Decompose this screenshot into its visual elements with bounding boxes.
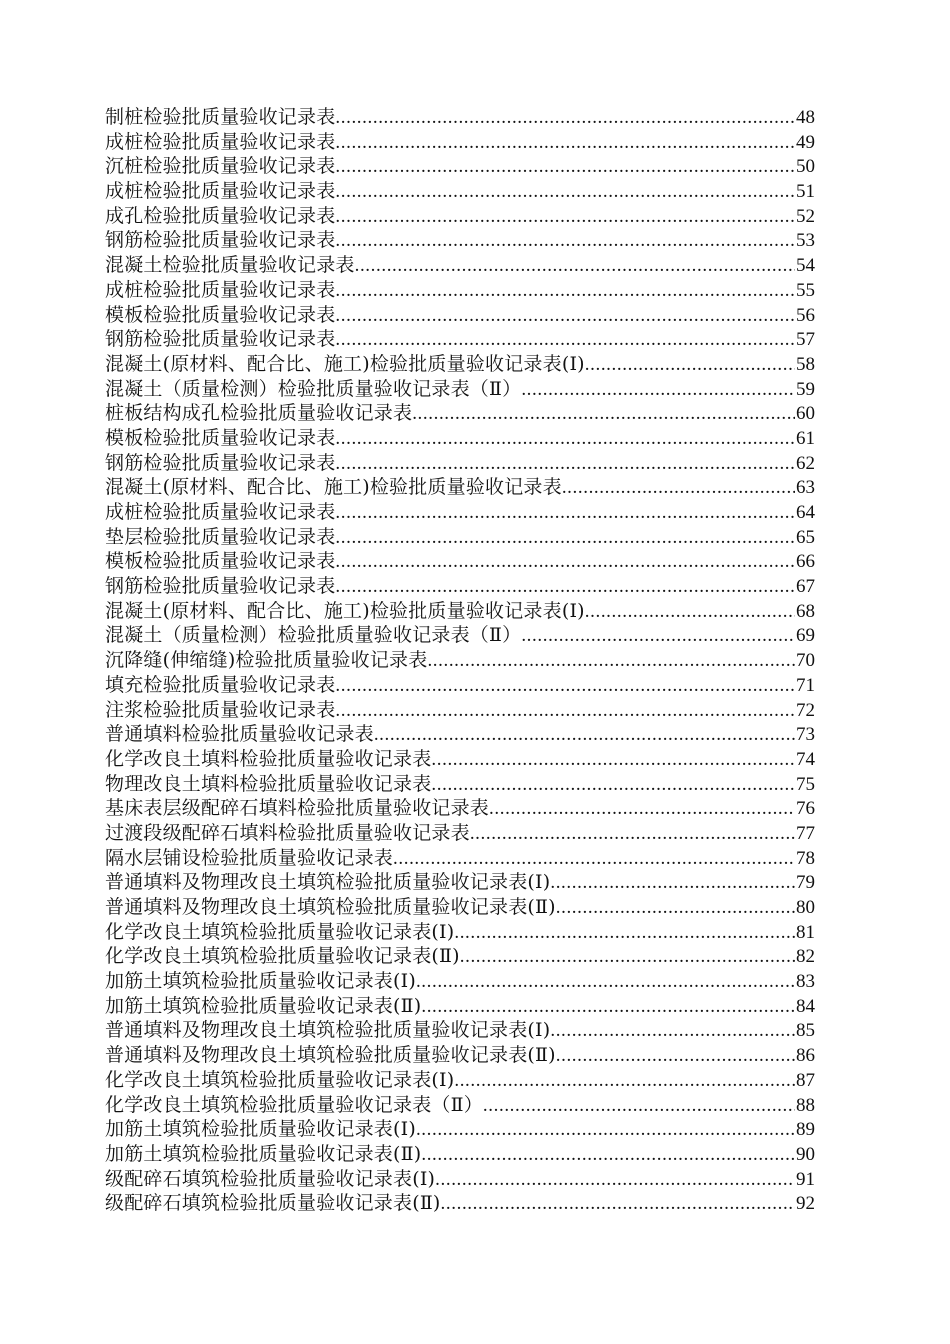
toc-entry-page-number[interactable]: 89: [796, 1119, 815, 1141]
toc-entry[interactable]: [105, 969, 815, 994]
toc-entry-title[interactable]: 加筋土填筑检验批质量验收记录表(Ⅱ): [105, 1142, 422, 1165]
toc-entry[interactable]: [105, 920, 815, 945]
toc-entry-title[interactable]: 普通填料及物理改良土填筑检验批质量验收记录表(Ⅱ): [105, 1044, 556, 1067]
toc-entry-title[interactable]: 隔水层铺设检验批质量验收记录表: [105, 846, 394, 869]
toc-entry[interactable]: [105, 722, 815, 747]
toc-dot-leader: [335, 106, 795, 131]
toc-entry-page-number[interactable]: 56: [796, 304, 815, 326]
toc-entry[interactable]: [105, 228, 815, 253]
toc-entry-title[interactable]: 垫层检验批质量验收记录表: [105, 525, 336, 548]
toc-entry-title[interactable]: 成桩检验批质量验收记录表: [105, 501, 336, 523]
toc-entry-page-number[interactable]: 50: [796, 156, 815, 178]
toc-entry-page-number[interactable]: 73: [796, 724, 815, 746]
toc-entry-page-number[interactable]: 66: [796, 551, 815, 573]
toc-dot-leader: [335, 427, 795, 452]
toc-entry-page-number[interactable]: 55: [796, 279, 815, 301]
toc-entry-page-number[interactable]: 88: [796, 1094, 815, 1116]
toc-entry[interactable]: [105, 130, 815, 155]
toc-entry-page-number[interactable]: 68: [796, 600, 815, 622]
toc-entry-page-number[interactable]: 78: [796, 847, 815, 869]
toc-entry[interactable]: [105, 179, 815, 204]
toc-entry-title[interactable]: 模板检验批质量验收记录表: [105, 426, 336, 449]
toc-entry-title[interactable]: 普通填料及物理改良土填筑检验批质量验收记录表(Ⅱ): [105, 896, 556, 918]
toc-entry-title[interactable]: 沉降缝(伸缩缝)检验批质量验收记录表: [105, 649, 428, 672]
toc-entry-page-number[interactable]: 49: [796, 131, 815, 153]
toc-entry-page-number[interactable]: 82: [796, 946, 815, 968]
toc-entry-page-number[interactable]: 92: [796, 1193, 815, 1215]
toc-entry-page-number[interactable]: 61: [796, 427, 815, 449]
toc-entry-title[interactable]: 普通填料及物理改良土填筑检验批质量验收记录表(Ⅰ): [105, 871, 551, 894]
toc-entry-page-number[interactable]: 51: [796, 181, 815, 203]
toc-dot-leader: [550, 1019, 795, 1044]
toc-entry-page-number[interactable]: 62: [796, 452, 815, 474]
toc-dot-leader: [470, 822, 795, 847]
toc-entry[interactable]: [105, 846, 815, 871]
toc-entry-title[interactable]: 混凝土检验批质量验收记录表: [105, 254, 355, 277]
toc-entry-title[interactable]: 混凝土（质量检测）检验批质量验收记录表（Ⅱ）: [105, 624, 522, 647]
toc-dot-leader: [460, 945, 795, 970]
toc-entry-page-number[interactable]: 58: [796, 353, 815, 375]
toc-entry-page-number[interactable]: 53: [796, 230, 815, 252]
toc-entry-title[interactable]: 沉桩检验批质量验收记录表: [105, 155, 336, 178]
toc-entry-title[interactable]: 化学改良土填料检验批质量验收记录表: [105, 747, 432, 770]
toc-entry[interactable]: [105, 500, 815, 525]
toc-entry-title[interactable]: 成孔检验批质量验收记录表: [105, 204, 336, 227]
toc-entry[interactable]: [105, 549, 815, 574]
toc-entry[interactable]: [105, 377, 815, 402]
toc-entry[interactable]: [105, 821, 815, 846]
toc-dot-leader: [556, 1044, 795, 1069]
toc-entry[interactable]: [105, 204, 815, 229]
toc-dot-leader: [521, 378, 795, 403]
toc-entry[interactable]: [105, 673, 815, 698]
toc-entry-title[interactable]: 加筋土填筑检验批质量验收记录表(Ⅰ): [105, 1118, 416, 1141]
toc-entry-page-number[interactable]: 60: [796, 403, 815, 425]
toc-entry-title[interactable]: 化学改良土填筑检验批质量验收记录表(Ⅰ): [105, 920, 455, 943]
toc-dot-leader: [335, 452, 795, 477]
toc-entry[interactable]: [105, 1093, 815, 1118]
toc-dot-leader: [335, 550, 795, 575]
toc-entry-title[interactable]: 混凝土(原材料、配合比、施工)检验批质量验收记录表(Ⅰ): [105, 599, 585, 622]
toc-entry[interactable]: [105, 599, 815, 624]
toc-entry-page-number[interactable]: 80: [796, 897, 815, 918]
toc-entry-page-number[interactable]: 75: [796, 773, 815, 795]
toc-entry[interactable]: [105, 154, 815, 179]
toc-entry[interactable]: [105, 698, 815, 723]
toc-dot-leader: [416, 970, 795, 995]
toc-entry-page-number[interactable]: 57: [796, 329, 815, 351]
toc-entry[interactable]: [105, 426, 815, 451]
toc-entry-page-number[interactable]: 48: [796, 107, 815, 128]
toc-entry[interactable]: [105, 772, 815, 797]
toc-entry[interactable]: [105, 648, 815, 673]
toc-entry[interactable]: [105, 327, 815, 352]
toc-entry[interactable]: [105, 451, 815, 476]
toc-entry[interactable]: [105, 525, 815, 550]
toc-dot-leader: [393, 847, 795, 872]
toc-entry-page-number[interactable]: 69: [796, 625, 815, 647]
toc-entry-title[interactable]: 混凝土(原材料、配合比、施工)检验批质量验收记录表(Ⅰ): [105, 352, 585, 375]
toc-entry-title[interactable]: 填充检验批质量验收记录表: [105, 673, 336, 696]
toc-entry[interactable]: [105, 796, 815, 821]
toc-dot-leader: [335, 205, 795, 230]
toc-entry-title[interactable]: 成桩检验批质量验收记录表: [105, 278, 336, 301]
toc-entry-title[interactable]: 物理改良土填料检验批质量验收记录表: [105, 772, 432, 795]
toc-entry[interactable]: [105, 895, 815, 920]
toc-entry-page-number[interactable]: 86: [796, 1045, 815, 1067]
toc-entry-page-number[interactable]: 91: [796, 1168, 815, 1190]
toc-entry-title[interactable]: 过渡段级配碎石填料检验批质量验收记录表: [105, 821, 470, 844]
toc-entry[interactable]: [105, 475, 815, 500]
toc-entry-page-number[interactable]: 87: [796, 1069, 815, 1091]
toc-entry-title[interactable]: 化学改良土填筑检验批质量验收记录表(Ⅱ): [105, 945, 460, 968]
toc-entry-page-number[interactable]: 74: [796, 748, 815, 770]
toc-entry-title[interactable]: 级配碎石填筑检验批质量验收记录表(Ⅱ): [105, 1192, 441, 1215]
toc-entry-page-number[interactable]: 72: [796, 699, 815, 721]
toc-entry-title[interactable]: 钢筋检验批质量验收记录表: [105, 575, 336, 598]
toc-entry-page-number[interactable]: 81: [796, 921, 815, 943]
toc-dot-leader: [585, 600, 795, 625]
toc-entry[interactable]: [105, 944, 815, 969]
toc-dot-leader: [454, 921, 795, 946]
toc-entry[interactable]: [105, 1068, 815, 1093]
toc-entry-title[interactable]: 化学改良土填筑检验批质量验收记录表（Ⅱ）: [105, 1093, 483, 1116]
toc-entry[interactable]: [105, 1117, 815, 1142]
toc-dot-leader: [421, 1143, 795, 1168]
toc-dot-leader: [421, 995, 795, 1020]
toc-entry-title[interactable]: 注浆检验批质量验收记录表: [105, 698, 336, 721]
toc-entry[interactable]: [105, 303, 815, 328]
toc-dot-leader: [489, 797, 795, 822]
toc-dot-leader: [441, 1192, 795, 1217]
toc-entry-title[interactable]: 级配碎石填筑检验批质量验收记录表(Ⅰ): [105, 1167, 436, 1190]
toc-dot-leader: [427, 649, 795, 674]
table-of-contents: [105, 105, 815, 1216]
toc-entry[interactable]: [105, 105, 815, 130]
toc-dot-leader: [335, 131, 795, 156]
toc-entry-title[interactable]: 模板检验批质量验收记录表: [105, 550, 336, 573]
toc-entry-page-number[interactable]: 67: [796, 576, 815, 598]
toc-dot-leader: [335, 279, 795, 304]
toc-entry-page-number[interactable]: 59: [796, 378, 815, 400]
toc-dot-leader: [335, 180, 795, 205]
toc-dot-leader: [335, 699, 795, 724]
toc-entry-title[interactable]: 混凝土（质量检测）检验批质量验收记录表（Ⅱ）: [105, 377, 522, 400]
toc-entry-page-number[interactable]: 65: [796, 526, 815, 548]
toc-entry-title[interactable]: 加筋土填筑检验批质量验收记录表(Ⅰ): [105, 970, 416, 993]
toc-dot-leader: [335, 501, 795, 526]
toc-entry-title[interactable]: 钢筋检验批质量验收记录表: [105, 229, 336, 252]
toc-dot-leader: [335, 304, 795, 329]
toc-entry-title[interactable]: 加筋土填筑检验批质量验收记录表(Ⅱ): [105, 994, 422, 1017]
toc-entry-page-number[interactable]: 64: [796, 502, 815, 523]
toc-entry-title[interactable]: 化学改良土填筑检验批质量验收记录表(Ⅰ): [105, 1068, 455, 1091]
toc-entry[interactable]: [105, 253, 815, 278]
toc-entry-title[interactable]: 桩板结构成孔检验批质量验收记录表: [105, 402, 413, 425]
toc-entry[interactable]: [105, 352, 815, 377]
toc-dot-leader: [335, 674, 795, 699]
toc-entry[interactable]: [105, 1142, 815, 1167]
toc-entry-title[interactable]: 基床表层级配碎石填料检验批质量验收记录表: [105, 797, 490, 820]
toc-entry-page-number[interactable]: 54: [796, 255, 815, 277]
toc-dot-leader: [431, 748, 795, 773]
toc-dot-leader: [435, 1168, 795, 1193]
toc-entry[interactable]: [105, 1167, 815, 1192]
toc-entry-page-number[interactable]: 79: [796, 872, 815, 894]
toc-entry[interactable]: [105, 1018, 815, 1043]
toc-entry[interactable]: [105, 623, 815, 648]
toc-entry-page-number[interactable]: 84: [796, 995, 815, 1017]
toc-entry[interactable]: [105, 1191, 815, 1216]
toc-entry[interactable]: [105, 278, 815, 303]
toc-entry[interactable]: [105, 1043, 815, 1068]
toc-dot-leader: [585, 353, 795, 378]
toc-entry-page-number[interactable]: 63: [796, 477, 815, 499]
toc-dot-leader: [335, 575, 795, 600]
toc-entry-title[interactable]: 成桩检验批质量验收记录表: [105, 180, 336, 203]
toc-entry-page-number[interactable]: 77: [796, 822, 815, 844]
toc-entry-page-number[interactable]: 90: [796, 1143, 815, 1165]
toc-entry-page-number[interactable]: 83: [796, 971, 815, 993]
toc-entry-page-number[interactable]: 76: [796, 798, 815, 820]
toc-dot-leader: [550, 871, 795, 896]
toc-entry[interactable]: [105, 747, 815, 772]
toc-dot-leader: [335, 155, 795, 180]
toc-dot-leader: [483, 1094, 795, 1119]
toc-entry-page-number[interactable]: 52: [796, 205, 815, 227]
toc-entry-title[interactable]: 成桩检验批质量验收记录表: [105, 130, 336, 153]
toc-entry-title[interactable]: 制桩检验批质量验收记录表: [105, 106, 336, 128]
toc-dot-leader: [454, 1069, 795, 1094]
toc-entry[interactable]: [105, 574, 815, 599]
toc-entry-page-number[interactable]: 71: [796, 674, 815, 696]
toc-dot-leader: [521, 624, 795, 649]
toc-dot-leader: [431, 773, 795, 798]
toc-entry-title[interactable]: 混凝土(原材料、配合比、施工)检验批质量验收记录表: [105, 476, 562, 499]
toc-dot-leader: [416, 1118, 795, 1143]
toc-dot-leader: [562, 476, 795, 501]
toc-dot-leader: [556, 896, 795, 921]
toc-entry-title[interactable]: 普通填料检验批质量验收记录表: [105, 723, 374, 746]
toc-dot-leader: [335, 328, 795, 353]
toc-dot-leader: [374, 723, 795, 748]
toc-entry-title[interactable]: 钢筋检验批质量验收记录表: [105, 328, 336, 351]
toc-dot-leader: [335, 229, 795, 254]
toc-entry-page-number[interactable]: 70: [796, 650, 815, 672]
toc-dot-leader: [355, 254, 795, 279]
toc-dot-leader: [335, 526, 795, 551]
toc-dot-leader: [412, 402, 795, 427]
toc-entry-title[interactable]: 模板检验批质量验收记录表: [105, 303, 336, 326]
toc-entry[interactable]: [105, 870, 815, 895]
toc-entry-title[interactable]: 钢筋检验批质量验收记录表: [105, 451, 336, 474]
toc-entry[interactable]: [105, 994, 815, 1019]
toc-entry-title[interactable]: 普通填料及物理改良土填筑检验批质量验收记录表(Ⅰ): [105, 1019, 551, 1042]
toc-entry-page-number[interactable]: 85: [796, 1020, 815, 1042]
toc-entry[interactable]: [105, 401, 815, 426]
